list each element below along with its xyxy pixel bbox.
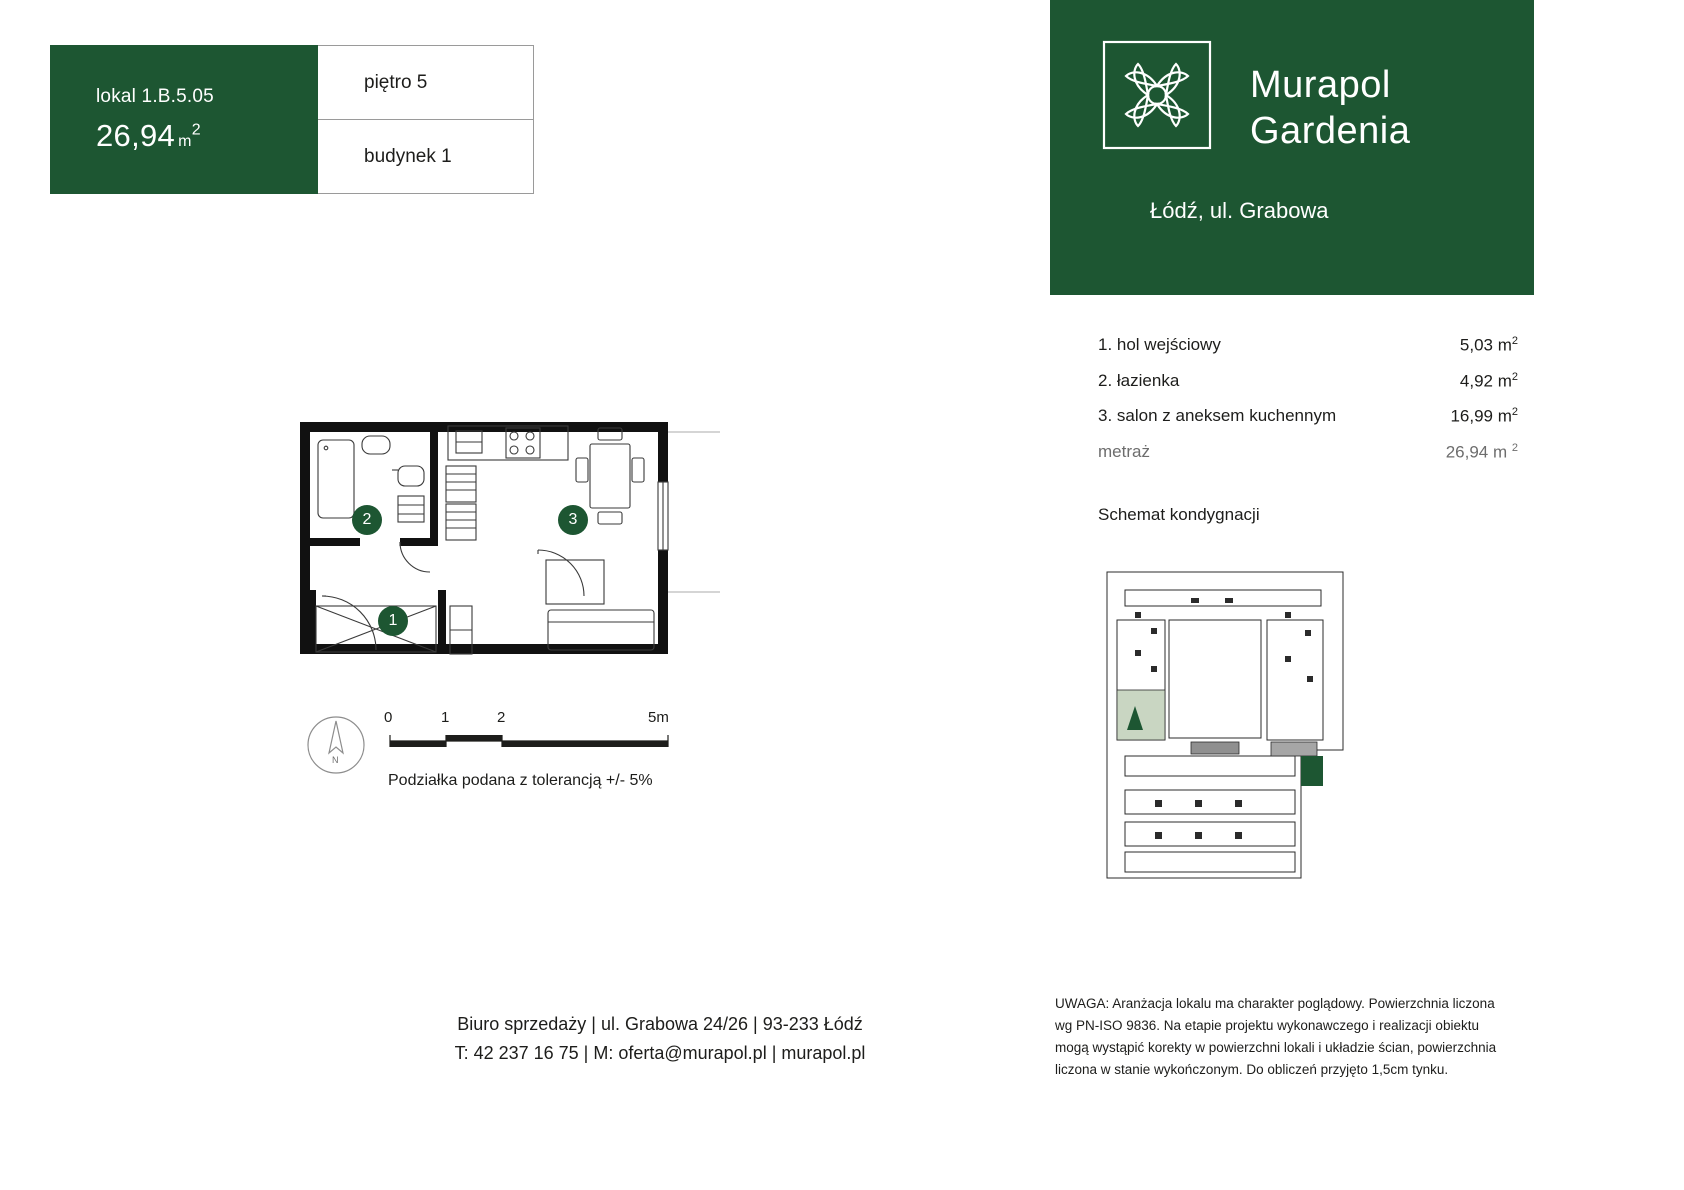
floor-schematic (1095, 560, 1355, 890)
scale-bar (298, 705, 718, 775)
plan-fixtures (316, 426, 668, 654)
room-area-value: 5,03 m (1459, 335, 1512, 355)
balcony-outline (665, 432, 720, 592)
total-label: metraż (1098, 441, 1150, 461)
room-badge-2: 2 (352, 505, 382, 535)
room-area (1450, 406, 1518, 427)
brand-address: Łódź, ul. Grabowa (1150, 198, 1329, 223)
table-row (1098, 406, 1518, 427)
room-area-sup: 2 (1511, 335, 1518, 347)
room-badge-3: 3 (558, 505, 588, 535)
floor-plan (300, 410, 720, 680)
room-area-value: 16,99 m (1450, 406, 1512, 426)
room-area (1460, 335, 1518, 356)
room-area (1460, 371, 1518, 392)
brand-name-line2: Gardenia (1250, 110, 1411, 153)
scale-end-label: 5m (648, 709, 669, 726)
footer-line-2: T: 42 237 16 75 | M: oferta@murapol.pl | murapol.pl (454, 1042, 866, 1063)
room-label: 1. hol wejściowy (1098, 335, 1221, 354)
room-label: 2. łazienka (1098, 370, 1180, 390)
garden-area (1117, 690, 1165, 740)
svg-text:N: N (332, 755, 339, 765)
floor-plan-drawing (300, 410, 720, 680)
footer-line-1: Biuro sprzedaży | ul. Grabowa 24/26 | 93-233 Łódź (457, 1014, 863, 1034)
room-area-value: 4,92 m (1459, 371, 1512, 391)
unit-summary-cell (50, 45, 318, 194)
unit-area (96, 118, 318, 154)
scale-note: Podziałka podana z tolerancją +/- 5% (388, 772, 653, 789)
table-row-total (1098, 442, 1518, 463)
scale-tick-1: 1 (441, 709, 450, 726)
brand-name-line1: Murapol (1250, 64, 1391, 106)
unit-area-sup: 2 (191, 121, 201, 139)
scale-tick-0: 0 (384, 709, 393, 726)
unit-area-unit: m (178, 132, 192, 150)
room-label: 3. salon z aneksem kuchennym (1098, 406, 1337, 426)
highlighted-unit (1301, 756, 1323, 786)
unit-location-cells (318, 45, 534, 194)
total-area-sup: 2 (1511, 441, 1518, 454)
disclaimer-note: UWAGA: Aranżacja lokalu ma charakter poglądowy. Powierzchnia liczona wg PN-ISO 9836. Na etapie projektu wykonawczego i realizacji obiektu mogą wystąpić korekty w powierzchni lokali i układzie ścian, powierzchnia liczona w stanie wykończonym. Do obliczeń przyjęto 1,5cm tynku. (1055, 996, 1497, 1077)
unit-code: lokal 1.B.5.05 (96, 85, 214, 107)
unit-info-box (50, 45, 534, 194)
total-area (1446, 442, 1518, 463)
unit-building: budynek 1 (318, 119, 534, 194)
brand-name (1250, 62, 1410, 155)
gardenia-flower-logo-icon (1102, 40, 1212, 155)
walls (300, 422, 668, 654)
table-row (1098, 335, 1518, 356)
unit-floor: piętro 5 (318, 45, 534, 119)
room-area-sup: 2 (1511, 406, 1518, 419)
sales-office-footer (400, 1010, 920, 1068)
unit-area-value: 26,94 (96, 117, 176, 153)
room-area-sup: 2 (1511, 370, 1518, 383)
room-badge-1: 1 (378, 606, 408, 636)
total-area-value: 26,94 m (1445, 442, 1508, 462)
scale-tick-2: 2 (497, 709, 506, 726)
floor-schematic-drawing (1095, 560, 1355, 890)
room-area-table (1098, 335, 1518, 478)
brand-header (1050, 0, 1534, 295)
schematic-title: Schemat kondygnacji (1098, 505, 1260, 524)
table-row (1098, 371, 1518, 392)
